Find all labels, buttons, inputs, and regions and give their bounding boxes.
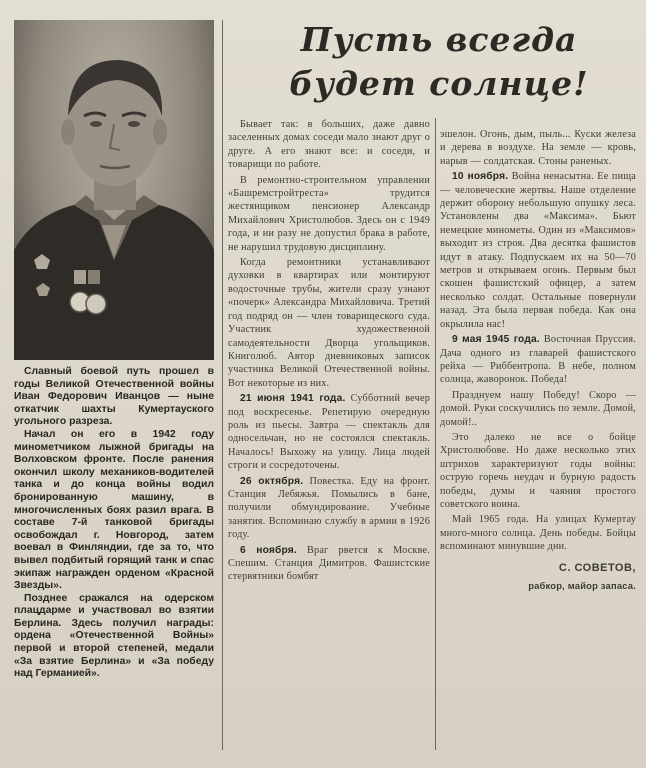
- middle-paragraph: Когда ремонтники устанавливают духовки в квартирах или монтируют водосточные трубы, жители сразу узнают «почерк» Александра Михайловича. Третий год подряд он — член товарищеского суда. Участник художественной самодеятельности Дворца угольщиков. Книголюб. Автор дневниковых записок участника Великой Отечественной войны. Вот некоторые из них.: [228, 257, 430, 389]
- diary-entry: [440, 170, 636, 331]
- left-paragraph: Начал он его в 1942 году минометчиком лыжной бригады на Волховском фронте. После ранения окончил школу механиков-водителей танка и до конца войны водил бронированную машину, в многочисленных боях разил врага. В составе 7-й танковой бригады освобождал г. Новгород, затем воевал в Финляндии, где за то, что вывел подбитый горящий танк и спас экипаж награжден орденом «Красной Звезды».: [14, 428, 214, 592]
- author-name: С. СОВЕТОВ,: [558, 561, 636, 574]
- veteran-portrait: [14, 20, 214, 360]
- diary-text: Повестка. Еду на фронт. Станция Лебяжья. Помылись в бане, получили обмундирование. Учебные занятия. Вспоминаю службу в армии в 1926 году.: [228, 475, 430, 541]
- diary-entry: [228, 544, 430, 584]
- column-divider: [435, 118, 436, 750]
- column-divider: [222, 20, 223, 750]
- diary-entry: [228, 392, 430, 472]
- diary-text: Война ненасытна. Ее пища — человеческие жертвы. Наше отделение держит оборону небольшую опушку леса. Установлены два «Максима». Бьют немецкие минометы. Один из «Максимов» выходит из строя. Два десятка фашистов идут в атаку. Подпускаем их на 50—70 метров и открываем огонь. Первым был скошен фашистский офицер, а затем несколько солдат. Остальные повернули назад. Эта была первая победа. Как она окрылила нас!: [440, 171, 636, 330]
- diary-date: 6 ноября.: [240, 544, 297, 556]
- diary-entry: [440, 333, 636, 387]
- portrait-illustration: [14, 20, 214, 360]
- diary-date: 21 июня 1941 года.: [240, 393, 346, 405]
- right-paragraph: Май 1965 года. На улицах Кумертау много-много солнца. День победы. Бойцы вспоминают минувшие дни.: [440, 514, 636, 553]
- diary-text: Восточная Пруссия. Дача одного из главарей фашистского рейха — Риббентропа. В небе, полном солнца, жаворонок. Победа!: [440, 334, 636, 386]
- right-paragraph: эшелон. Огонь, дым, пыль... Куски железа и дерева в воздухе. На земле — кровь, нарыв — солдатская. Стоны раненых.: [440, 129, 636, 167]
- diary-text: Субботний вечер под воскресенье. Репетирую очередную роль из пьесы. Завтра — спектакль для односельчан, но не состоялся спектакль. Началось! Выхожу на улицу. Лица людей строги и сосредоточены.: [228, 393, 430, 472]
- left-paragraph: Позднее сражался на одерском плацдарме и участвовал во взятии Берлина. Здесь получил награды: ордена «Отечественной Войны» первой и второй степеней, медали «За взятие Берлина» и «За победу над Германией».: [14, 592, 214, 680]
- author-title: рабкор, майор запаса.: [528, 580, 636, 591]
- diary-entry: [228, 475, 430, 542]
- diary-text: Враг рвется к Москве. Спешим. Станция Димитров. Фашистские стервятники бомбят: [228, 544, 430, 583]
- middle-paragraph: Бывает так: в больших, даже давно заселенных домах соседи мало знают друг о друге. А его знают все: и соседи, и товарищи по работе.: [228, 119, 430, 171]
- diary-date: 9 мая 1945 года.: [452, 334, 540, 346]
- middle-paragraph: В ремонтно-строительном управлении «Башремстройтреста» трудится жестянщиком пенсионер Александр Михайлович Христолюбов. Здесь он с 1949 года, и ни разу не допустил брака в работе, не нарушил трудовую дисциплину.: [228, 174, 430, 253]
- diary-date: 10 ноября.: [452, 171, 509, 183]
- right-paragraph: Это далеко не все о бойце Христолюбове. Но даже несколько этих штрихов характеризуют годы войны: острую горечь неудач и бурную радость победы, думы и чаяния простого советского воина.: [440, 431, 636, 510]
- article-title: Пусть всегда будет солнце!: [289, 20, 589, 103]
- diary-date: 26 октября.: [240, 475, 304, 487]
- middle-column: [228, 118, 430, 750]
- right-column: [440, 128, 636, 750]
- left-column: [14, 20, 214, 760]
- portrait-caption: Славный боевой путь прошел в годы Великой Отечественной войны Иван Федорович Иванцов — ныне откатчик шахты Кумертауского угольного разреза.: [14, 366, 214, 428]
- right-paragraph: Празднуем нашу Победу! Скоро — домой. Руки соскучились по земле. Домой, домой!..: [440, 389, 636, 428]
